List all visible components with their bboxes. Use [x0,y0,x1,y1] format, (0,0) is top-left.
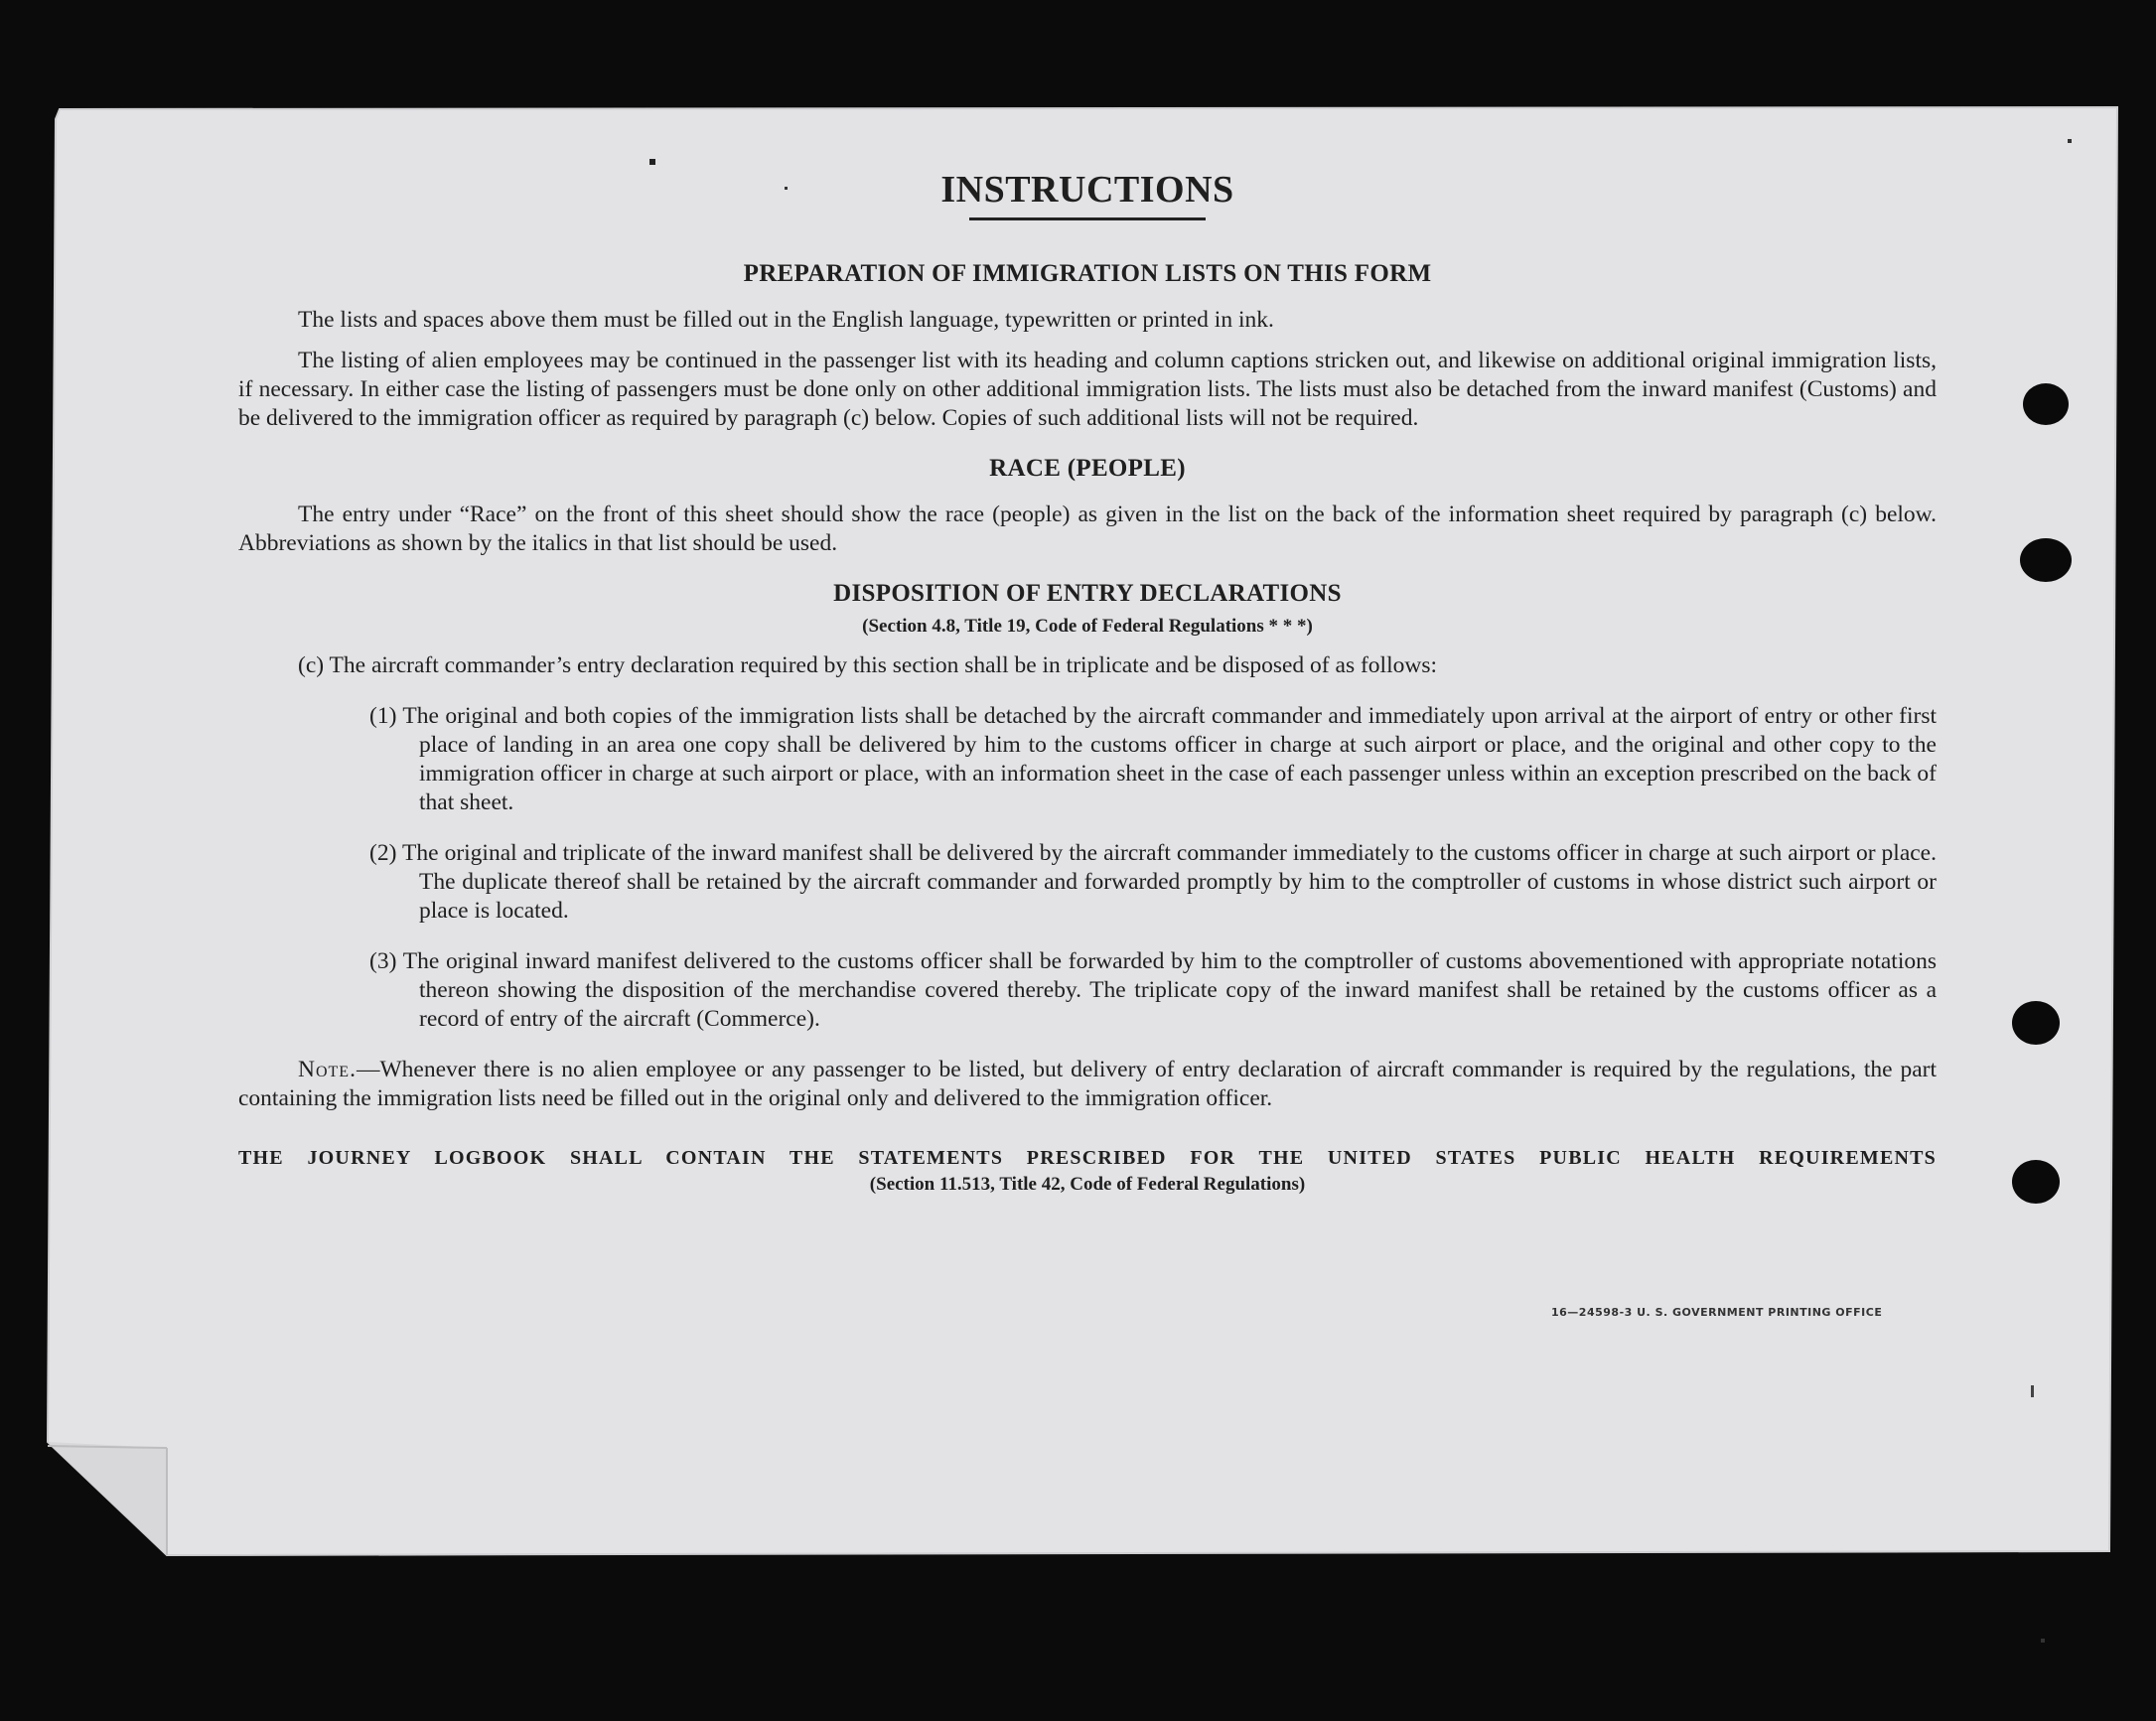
punch-hole-2 [2020,538,2072,582]
note-text: —Whenever there is no alien employee or any passenger to be listed, but delivery of entry declaration of aircraft commander is required by the regulations, the part containing the immigration lists need be filled out in the original only and delivered to the immigration officer. [238,1057,1937,1111]
disposition-item-2: (2) The original and triplicate of the inward manifest shall be delivered by the aircraft commander immediately to the customs officer in charge at such airport or place. The duplicate thereof shall be retained by the aircraft commander and forwarded promptly by him to the comptroller of customs in whose district such airport or place is located. [369,840,1937,924]
punch-hole-4 [2012,1160,2060,1204]
note-paragraph [238,1056,1937,1113]
note-label: Note. [298,1057,357,1082]
disposition-citation: (Section 4.8, Title 19, Code of Federal Regulations * * *) [862,616,1313,637]
instructions-page [238,164,1937,1196]
punch-hole-3 [2012,1001,2060,1045]
disposition-intro: (c) The aircraft commander’s entry declaration required by this section shall be in triplicate and be disposed of as follows: [298,652,1437,678]
speck [2031,1385,2034,1397]
disposition-heading: DISPOSITION OF ENTRY DECLARATIONS [833,580,1342,607]
race-paragraph: The entry under “Race” on the front of this sheet should show the race (people) as given in the list on the back of the information sheet required by paragraph (c) below. Abbreviations as shown by the italics in that list should be used. [238,502,1937,556]
preparation-heading: PREPARATION OF IMMIGRATION LISTS ON THIS FORM [743,260,1432,287]
logbook-requirement-heading: THE JOURNEY LOGBOOK SHALL CONTAIN THE STATEMENTS PRESCRIBED FOR THE UNITED STATES PUBLIC HEALTH REQUIREMENTS [238,1147,1937,1169]
punch-hole-1 [2023,383,2069,425]
logbook-requirement-citation: (Section 11.513, Title 42, Code of Federal Regulations) [869,1174,1306,1195]
title-underline [969,217,1206,220]
speck [2068,139,2072,143]
printer-mark: 16—24598-3 U. S. GOVERNMENT PRINTING OFFICE [1551,1306,1883,1319]
disposition-item-1: (1) The original and both copies of the immigration lists shall be detached by the aircraft commander and immediately upon arrival at the airport of entry or other first place of landing in an area one copy shall be delivered by him to the customs officer in charge at such airport or place, and the original and other copy to the immigration officer in charge at such airport or place, with an information sheet in the case of each passenger unless within an exception prescribed on the back of that sheet. [369,703,1937,815]
race-heading: RACE (PEOPLE) [989,455,1186,482]
preparation-paragraph-2: The listing of alien employees may be continued in the passenger list with its heading and column captions stricken out, and likewise on additional original immigration lists, if necessary. In either case the listing of passengers must be done only on other additional immigration lists. The lists must also be detached from the inward manifest (Customs) and be delivered to the immigration officer as required by paragraph (c) below. Copies of such additional lists will not be required. [238,348,1937,431]
preparation-paragraph-1: The lists and spaces above them must be filled out in the English language, typewritten or printed in ink. [298,307,1274,333]
disposition-item-3: (3) The original inward manifest delivered to the customs officer shall be forwarded by him to the comptroller of customs abovementioned with appropriate notations thereon showing the disposition of the merchandise covered thereby. The triplicate copy of the inward manifest shall be retained by the customs officer as a record of entry of the aircraft (Commerce). [369,948,1937,1032]
page-title: INSTRUCTIONS [940,169,1234,211]
speck [2041,1639,2045,1643]
